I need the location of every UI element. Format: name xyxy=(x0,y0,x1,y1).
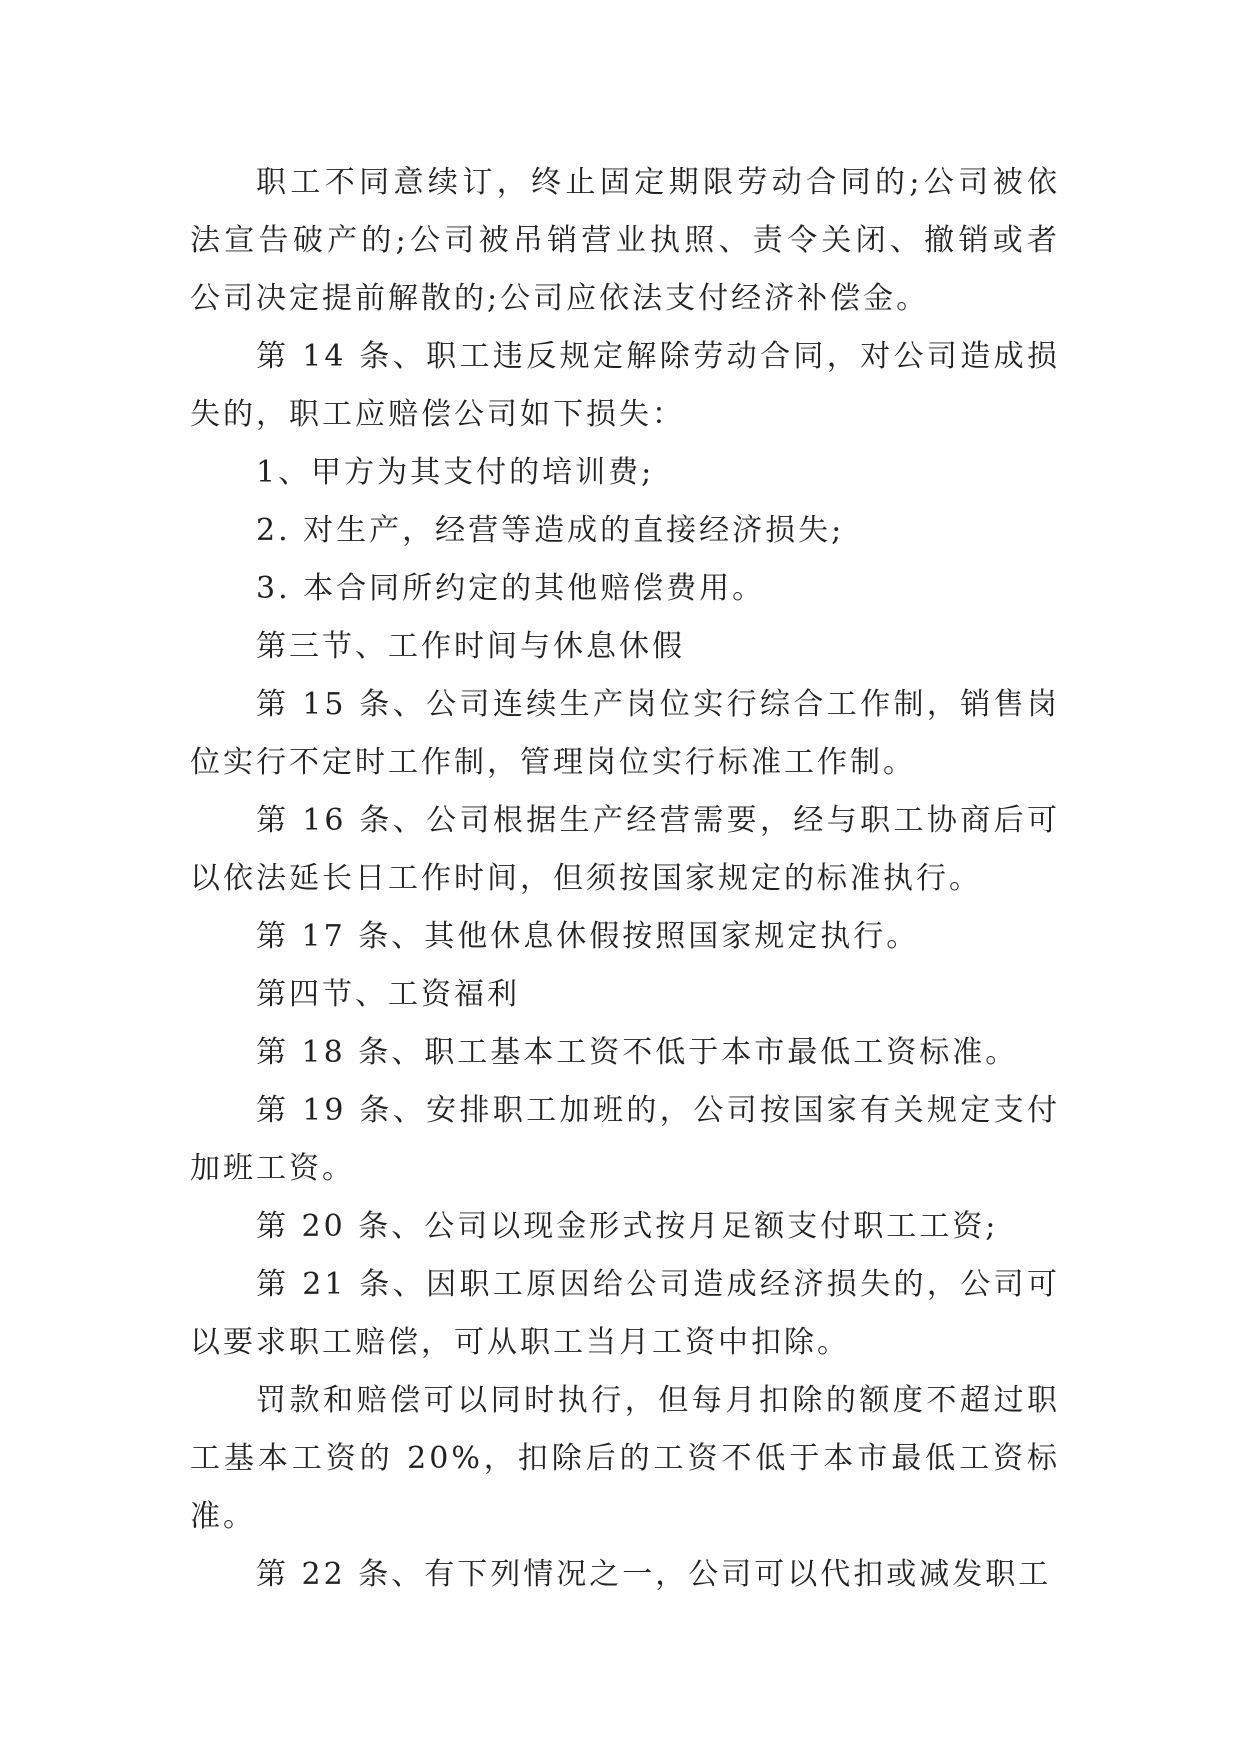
paragraph: 第 16 条、公司根据生产经营需要，经与职工协商后可以依法延长日工作时间，但须按国家规定的标准执行。 xyxy=(190,803,1060,896)
paragraph: 第 18 条、职工基本工资不低于本市最低工资标准。 xyxy=(256,1035,1019,1070)
paragraph: 罚款和赔偿可以同时执行，但每月扣除的额度不超过职工基本工资的 20%，扣除后的工资不低于本市最低工资标准。 xyxy=(190,1383,1060,1534)
paragraph: 第 20 条、公司以现金形式按月足额支付职工工资; xyxy=(256,1209,999,1244)
paragraph: 第 14 条、职工违反规定解除劳动合同，对公司造成损失的，职工应赔偿公司如下损失： xyxy=(190,339,1060,432)
paragraph: 第 19 条、安排职工加班的，公司按国家有关规定支付加班工资。 xyxy=(190,1093,1060,1186)
list-item: 3. 本合同所约定的其他赔偿费用。 xyxy=(256,571,766,606)
list-item: 1、甲方为其支付的培训费; xyxy=(256,455,655,490)
paragraph: 第 17 条、其他休息休假按照国家规定执行。 xyxy=(256,919,920,954)
paragraph: 第 15 条、公司连续生产岗位实行综合工作制，销售岗位实行不定时工作制，管理岗位实行标准工作制。 xyxy=(190,687,1060,780)
list-item: 2. 对生产，经营等造成的直接经济损失; xyxy=(256,513,845,548)
paragraph: 第 22 条、有下列情况之一，公司可以代扣或减发职工 xyxy=(256,1557,1052,1592)
section-heading: 第四节、工资福利 xyxy=(256,977,520,1012)
document-body xyxy=(190,154,1060,1604)
paragraph: 第 21 条、因职工原因给公司造成经济损失的，公司可以要求职工赔偿，可从职工当月工资中扣除。 xyxy=(190,1267,1060,1360)
paragraph: 职工不同意续订，终止固定期限劳动合同的;公司被依法宣告破产的;公司被吊销营业执照、责令关闭、撤销或者公司决定提前解散的;公司应依法支付经济补偿金。 xyxy=(190,165,1060,316)
section-heading: 第三节、工作时间与休息休假 xyxy=(256,629,685,664)
